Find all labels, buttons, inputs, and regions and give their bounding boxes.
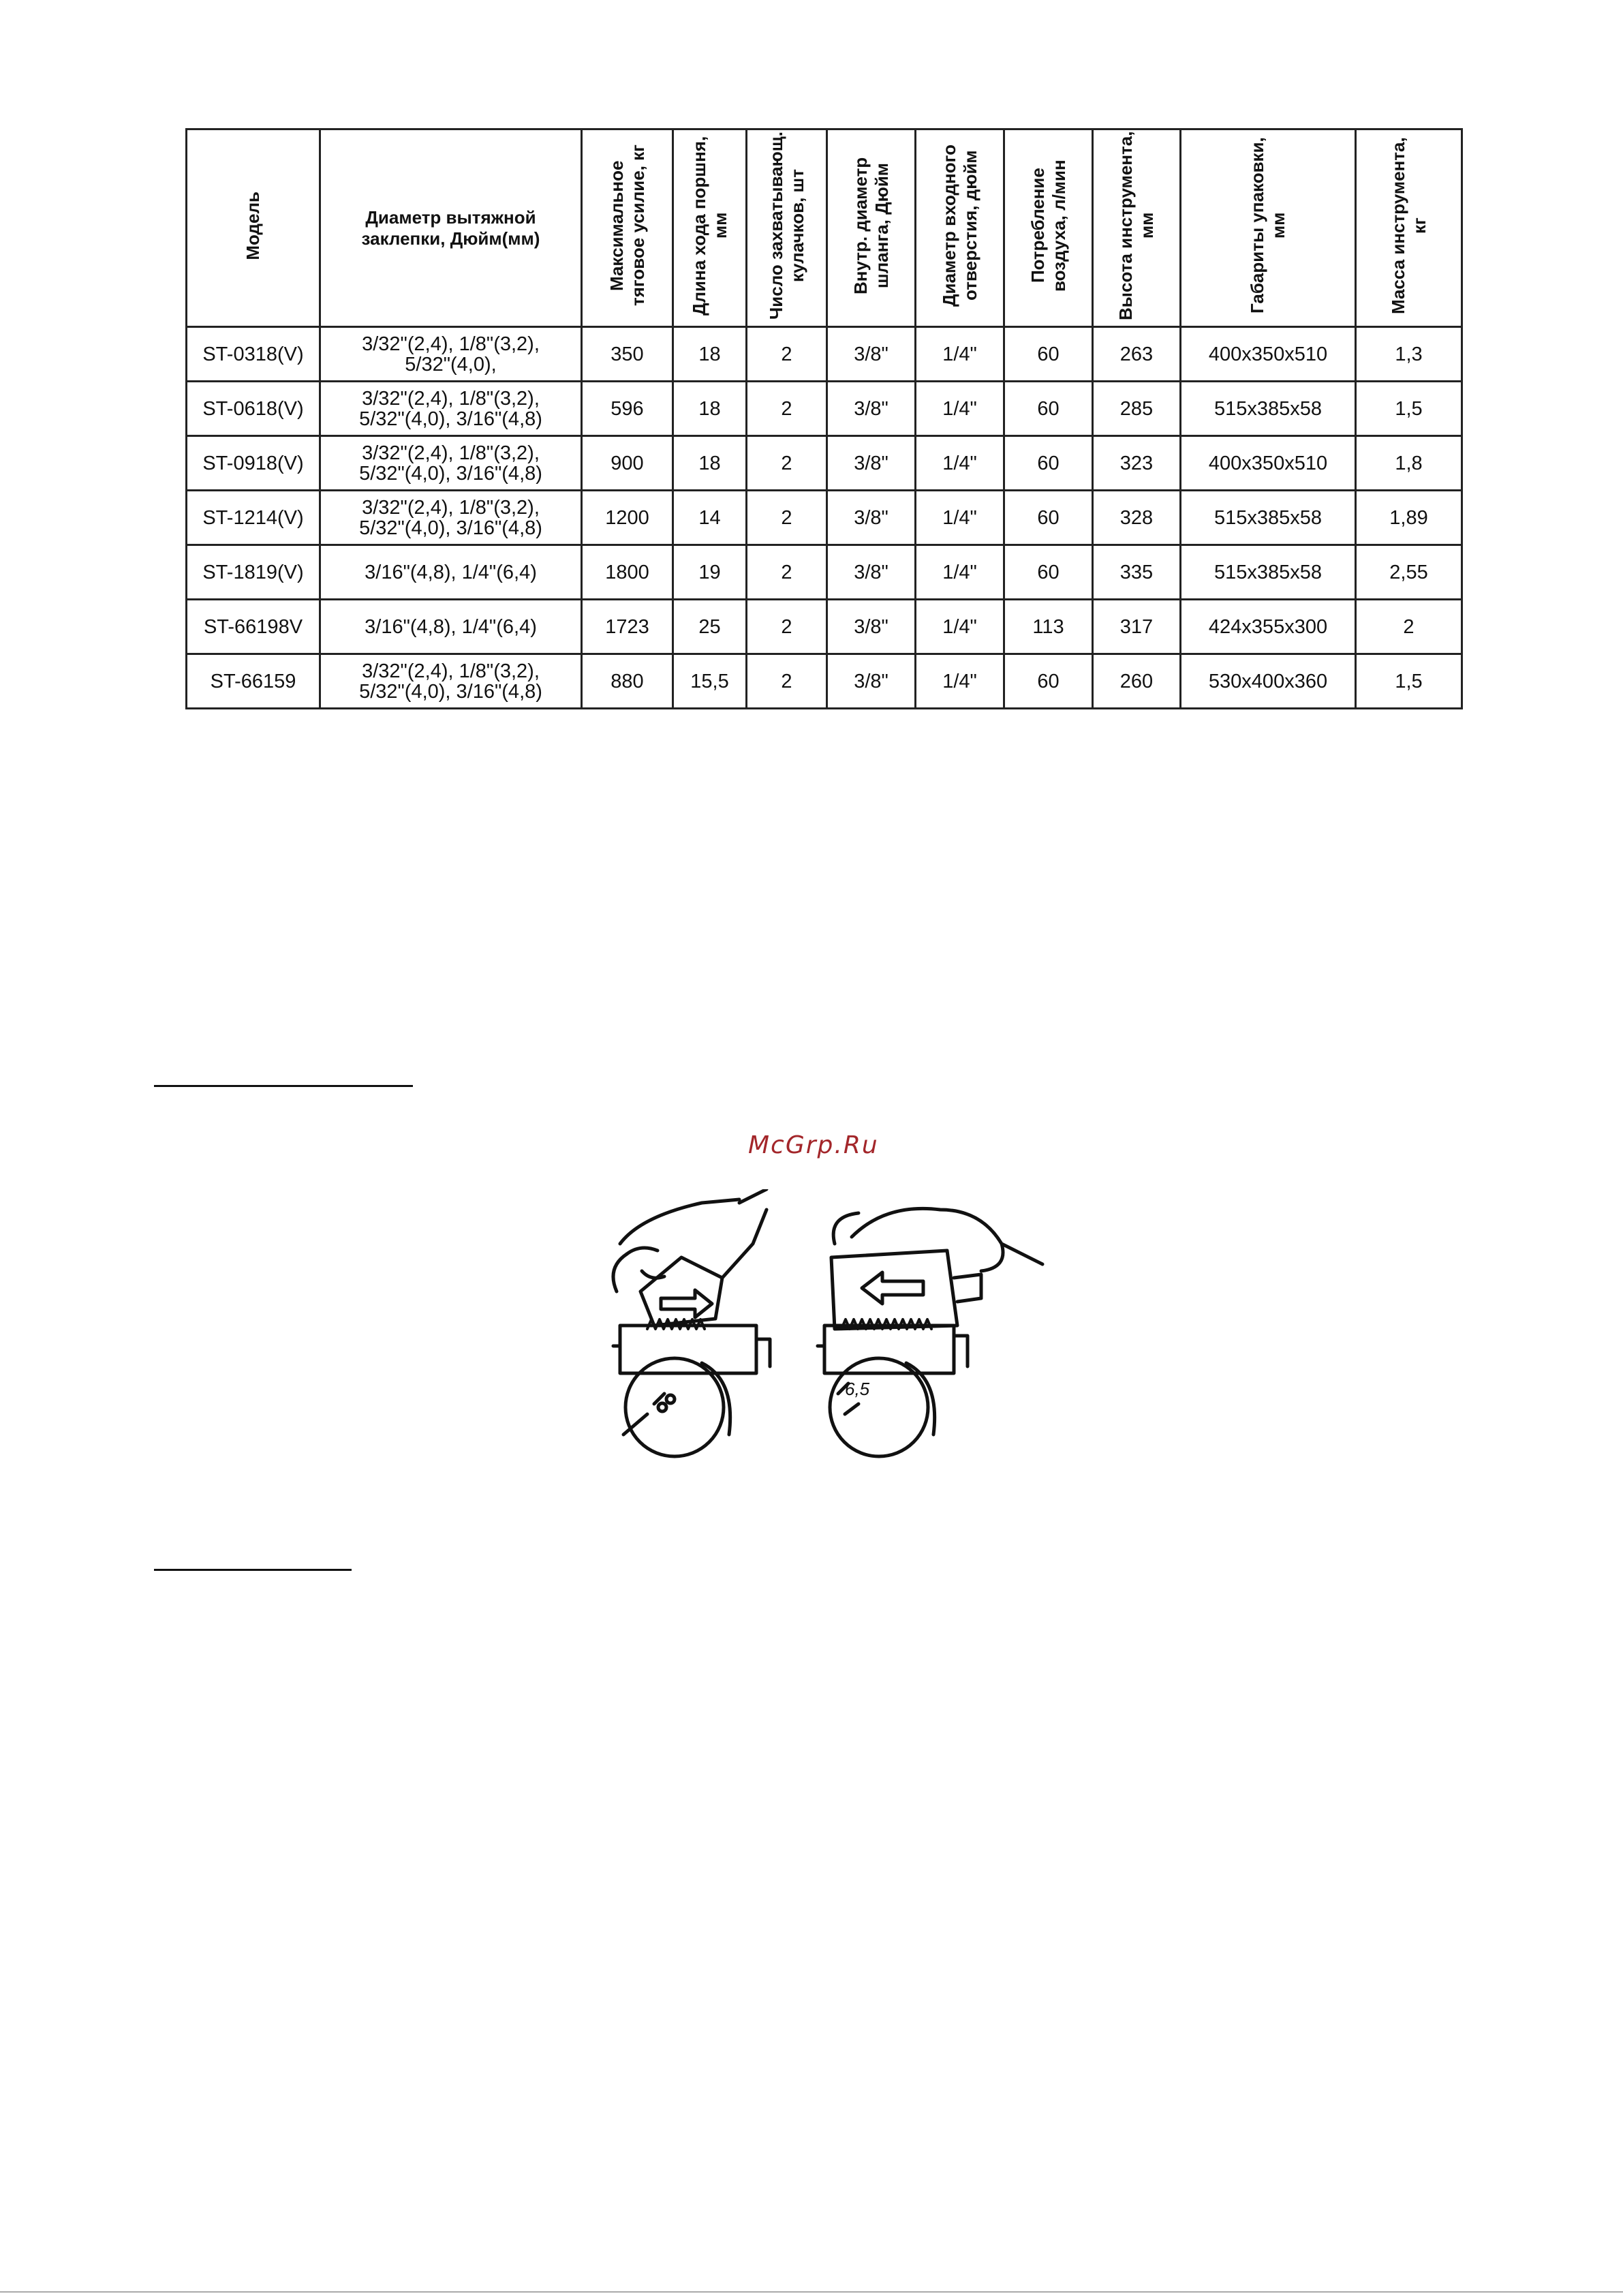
table-row: [187, 436, 1462, 491]
cell-inlet-diameter: 1/4": [916, 654, 1004, 709]
cell-inlet-diameter: 1/4": [916, 545, 1004, 600]
cell-model: ST-0918(V): [187, 436, 320, 491]
header-tool-height: Высота инструмента, мм: [1093, 129, 1181, 327]
cell-tool-height: 317: [1093, 600, 1181, 654]
cell-package-size: 530x400x360: [1181, 654, 1356, 709]
cell-piston-stroke: 18: [673, 327, 747, 382]
cell-max-force: 1200: [582, 491, 673, 545]
spec-table: [185, 128, 1463, 709]
cell-jaw-count: 2: [747, 327, 827, 382]
cell-air-consumption: 60: [1004, 382, 1093, 436]
cell-inlet-diameter: 1/4": [916, 600, 1004, 654]
cell-hose-diameter: 3/8": [827, 436, 916, 491]
dial-label: 6,5: [845, 1379, 870, 1399]
header-rivet-diameter: Диаметр вытяжной заклепки, Дюйм(мм): [320, 129, 582, 327]
header-package-size: Габариты упаковки, мм: [1181, 129, 1356, 327]
cell-rivet-diameter: 3/16"(4,8), 1/4"(6,4): [320, 545, 582, 600]
cell-rivet-diameter: 3/16"(4,8), 1/4"(6,4): [320, 600, 582, 654]
adjustment-illustration: [600, 1189, 1063, 1469]
cell-package-size: 515x385x58: [1181, 545, 1356, 600]
cell-rivet-diameter: 3/32"(2,4), 1/8"(3,2), 5/32"(4,0),: [320, 327, 582, 382]
section-rule-2: [154, 1569, 352, 1571]
cell-package-size: 515x385x58: [1181, 382, 1356, 436]
cell-model: ST-0618(V): [187, 382, 320, 436]
cell-rivet-diameter: 3/32"(2,4), 1/8"(3,2), 5/32"(4,0), 3/16"(4,8): [320, 436, 582, 491]
header-max-force: Максимальное тяговое усилие, кг: [582, 129, 673, 327]
cell-tool-height: 328: [1093, 491, 1181, 545]
cell-hose-diameter: 3/8": [827, 491, 916, 545]
header-hose-diameter: Внутр. диаметр шланга, Дюйм: [827, 129, 916, 327]
header-air-consumption: Потребление воздуха, л/мин: [1004, 129, 1093, 327]
cell-package-size: 400x350x510: [1181, 436, 1356, 491]
cell-package-size: 515x385x58: [1181, 491, 1356, 545]
cell-max-force: 1723: [582, 600, 673, 654]
page-bottom-edge: [0, 2291, 1623, 2293]
arrow-left-icon: [862, 1272, 923, 1304]
cell-jaw-count: 2: [747, 545, 827, 600]
cell-jaw-count: 2: [747, 654, 827, 709]
cell-jaw-count: 2: [747, 600, 827, 654]
cell-tool-height: 263: [1093, 327, 1181, 382]
cell-hose-diameter: 3/8": [827, 545, 916, 600]
right-hand-figure: [818, 1208, 1042, 1456]
cell-hose-diameter: 3/8": [827, 600, 916, 654]
cell-tool-weight: 1,3: [1356, 327, 1462, 382]
cell-piston-stroke: 18: [673, 382, 747, 436]
cell-inlet-diameter: 1/4": [916, 327, 1004, 382]
cell-package-size: 424x355x300: [1181, 600, 1356, 654]
cell-air-consumption: 60: [1004, 327, 1093, 382]
cell-max-force: 596: [582, 382, 673, 436]
cell-hose-diameter: 3/8": [827, 382, 916, 436]
cell-piston-stroke: 19: [673, 545, 747, 600]
cell-package-size: 400x350x510: [1181, 327, 1356, 382]
cell-air-consumption: 113: [1004, 600, 1093, 654]
cell-inlet-diameter: 1/4": [916, 436, 1004, 491]
cell-inlet-diameter: 1/4": [916, 491, 1004, 545]
cell-tool-weight: 2,55: [1356, 545, 1462, 600]
cell-model: ST-1819(V): [187, 545, 320, 600]
cell-tool-weight: 1,5: [1356, 654, 1462, 709]
cell-air-consumption: 60: [1004, 436, 1093, 491]
header-row: [187, 129, 1462, 327]
cell-piston-stroke: 14: [673, 491, 747, 545]
cell-rivet-diameter: 3/32"(2,4), 1/8"(3,2), 5/32"(4,0), 3/16"(4,8): [320, 491, 582, 545]
cell-tool-height: 285: [1093, 382, 1181, 436]
section-rule-1: [154, 1085, 413, 1087]
cell-model: ST-66159: [187, 654, 320, 709]
header-piston-stroke: Длина хода поршня, мм: [673, 129, 747, 327]
cell-model: ST-1214(V): [187, 491, 320, 545]
cell-piston-stroke: 15,5: [673, 654, 747, 709]
cell-hose-diameter: 3/8": [827, 327, 916, 382]
cell-piston-stroke: 25: [673, 600, 747, 654]
cell-jaw-count: 2: [747, 491, 827, 545]
table-row: [187, 600, 1462, 654]
cell-tool-weight: 2: [1356, 600, 1462, 654]
header-inlet-diameter: Диаметр входного отверстия, дюйм: [916, 129, 1004, 327]
cell-air-consumption: 60: [1004, 545, 1093, 600]
cell-tool-weight: 1,89: [1356, 491, 1462, 545]
cell-jaw-count: 2: [747, 436, 827, 491]
cell-tool-weight: 1,8: [1356, 436, 1462, 491]
cell-jaw-count: 2: [747, 382, 827, 436]
header-model: Модель: [187, 129, 320, 327]
table-row: [187, 654, 1462, 709]
cell-piston-stroke: 18: [673, 436, 747, 491]
watermark: McGrp.Ru: [748, 1131, 879, 1159]
cell-tool-weight: 1,5: [1356, 382, 1462, 436]
table-row: [187, 491, 1462, 545]
cell-rivet-diameter: 3/32"(2,4), 1/8"(3,2), 5/32"(4,0), 3/16"(4,8): [320, 654, 582, 709]
header-tool-weight: Масса инструмента, кг: [1356, 129, 1462, 327]
cell-inlet-diameter: 1/4": [916, 382, 1004, 436]
cell-tool-height: 323: [1093, 436, 1181, 491]
table-row: [187, 545, 1462, 600]
cell-tool-height: 260: [1093, 654, 1181, 709]
cell-air-consumption: 60: [1004, 491, 1093, 545]
cell-model: ST-0318(V): [187, 327, 320, 382]
cell-max-force: 350: [582, 327, 673, 382]
cell-air-consumption: 60: [1004, 654, 1093, 709]
cell-rivet-diameter: 3/32"(2,4), 1/8"(3,2), 5/32"(4,0), 3/16"(4,8): [320, 382, 582, 436]
table-row: [187, 327, 1462, 382]
arrow-right-icon: [661, 1290, 712, 1317]
table-row: [187, 382, 1462, 436]
cell-max-force: 1800: [582, 545, 673, 600]
cell-model: ST-66198V: [187, 600, 320, 654]
cell-hose-diameter: 3/8": [827, 654, 916, 709]
cell-max-force: 880: [582, 654, 673, 709]
cell-max-force: 900: [582, 436, 673, 491]
header-jaw-count: Число захватывающ. кулачков, шт: [747, 129, 827, 327]
cell-tool-height: 335: [1093, 545, 1181, 600]
